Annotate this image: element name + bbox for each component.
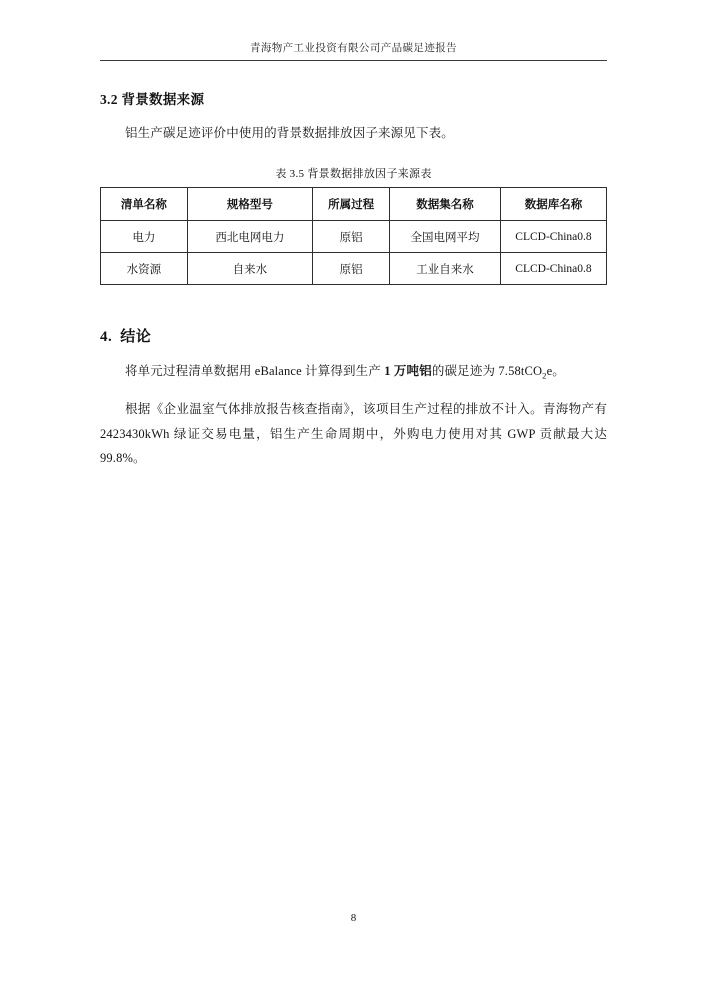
page-content bbox=[100, 40, 607, 471]
section-title: 结论 bbox=[120, 329, 152, 346]
table-cell: 水资源 bbox=[101, 253, 188, 285]
running-header: 青海物产工业投资有限公司产品碳足迹报告 bbox=[100, 40, 607, 61]
section-heading-4 bbox=[100, 325, 607, 346]
table-header-cell: 数据集名称 bbox=[390, 188, 501, 221]
section-heading-3-2: 3.2 背景数据来源 bbox=[100, 92, 205, 107]
section-3-2-paragraph: 铝生产碳足迹评价中使用的背景数据排放因子来源见下表。 bbox=[125, 126, 454, 140]
background-data-table bbox=[100, 187, 607, 285]
conclusion-paragraph-1 bbox=[100, 359, 607, 384]
conclusion-text-bold: 1 万吨铝 bbox=[384, 364, 432, 379]
table-cell: 自来水 bbox=[187, 253, 312, 285]
table-header-row bbox=[101, 188, 607, 221]
conclusion-text-d: e。 bbox=[546, 364, 565, 379]
conclusion-text-a: 将单元过程清单数据用 eBalance 计算得到生产 bbox=[125, 364, 385, 379]
conclusion-paragraph-2: 根据《企业温室气体排放报告核查指南》，该项目生产过程的排放不计入。青海物产有 2423430kWh 绿证交易电量，铝生产生命周期中，外购电力使用对其 GWP 贡献最大达 99.8%。 bbox=[100, 402, 607, 466]
table-cell: 电力 bbox=[101, 221, 188, 253]
table-caption: 表 3.5 背景数据排放因子来源表 bbox=[275, 168, 432, 181]
table-cell: 西北电网电力 bbox=[187, 221, 312, 253]
table-cell: 工业自来水 bbox=[390, 253, 501, 285]
table-row bbox=[101, 253, 607, 285]
table-cell: 原铝 bbox=[313, 253, 390, 285]
table-header-cell: 规格型号 bbox=[187, 188, 312, 221]
conclusion-text-c: 的碳足迹为 7.58tCO bbox=[431, 364, 543, 379]
table-header-cell: 所属过程 bbox=[313, 188, 390, 221]
conclusion-subscript: 2 bbox=[542, 370, 547, 381]
table-cell: 原铝 bbox=[313, 221, 390, 253]
table-row bbox=[101, 221, 607, 253]
table-cell: CLCD-China0.8 bbox=[500, 221, 606, 253]
page-number: 8 bbox=[350, 912, 357, 924]
section-number: 4. bbox=[100, 329, 113, 346]
table-cell: CLCD-China0.8 bbox=[500, 253, 606, 285]
table-cell: 全国电网平均 bbox=[390, 221, 501, 253]
table-header-cell: 数据库名称 bbox=[500, 188, 606, 221]
table-header-cell: 清单名称 bbox=[101, 188, 188, 221]
